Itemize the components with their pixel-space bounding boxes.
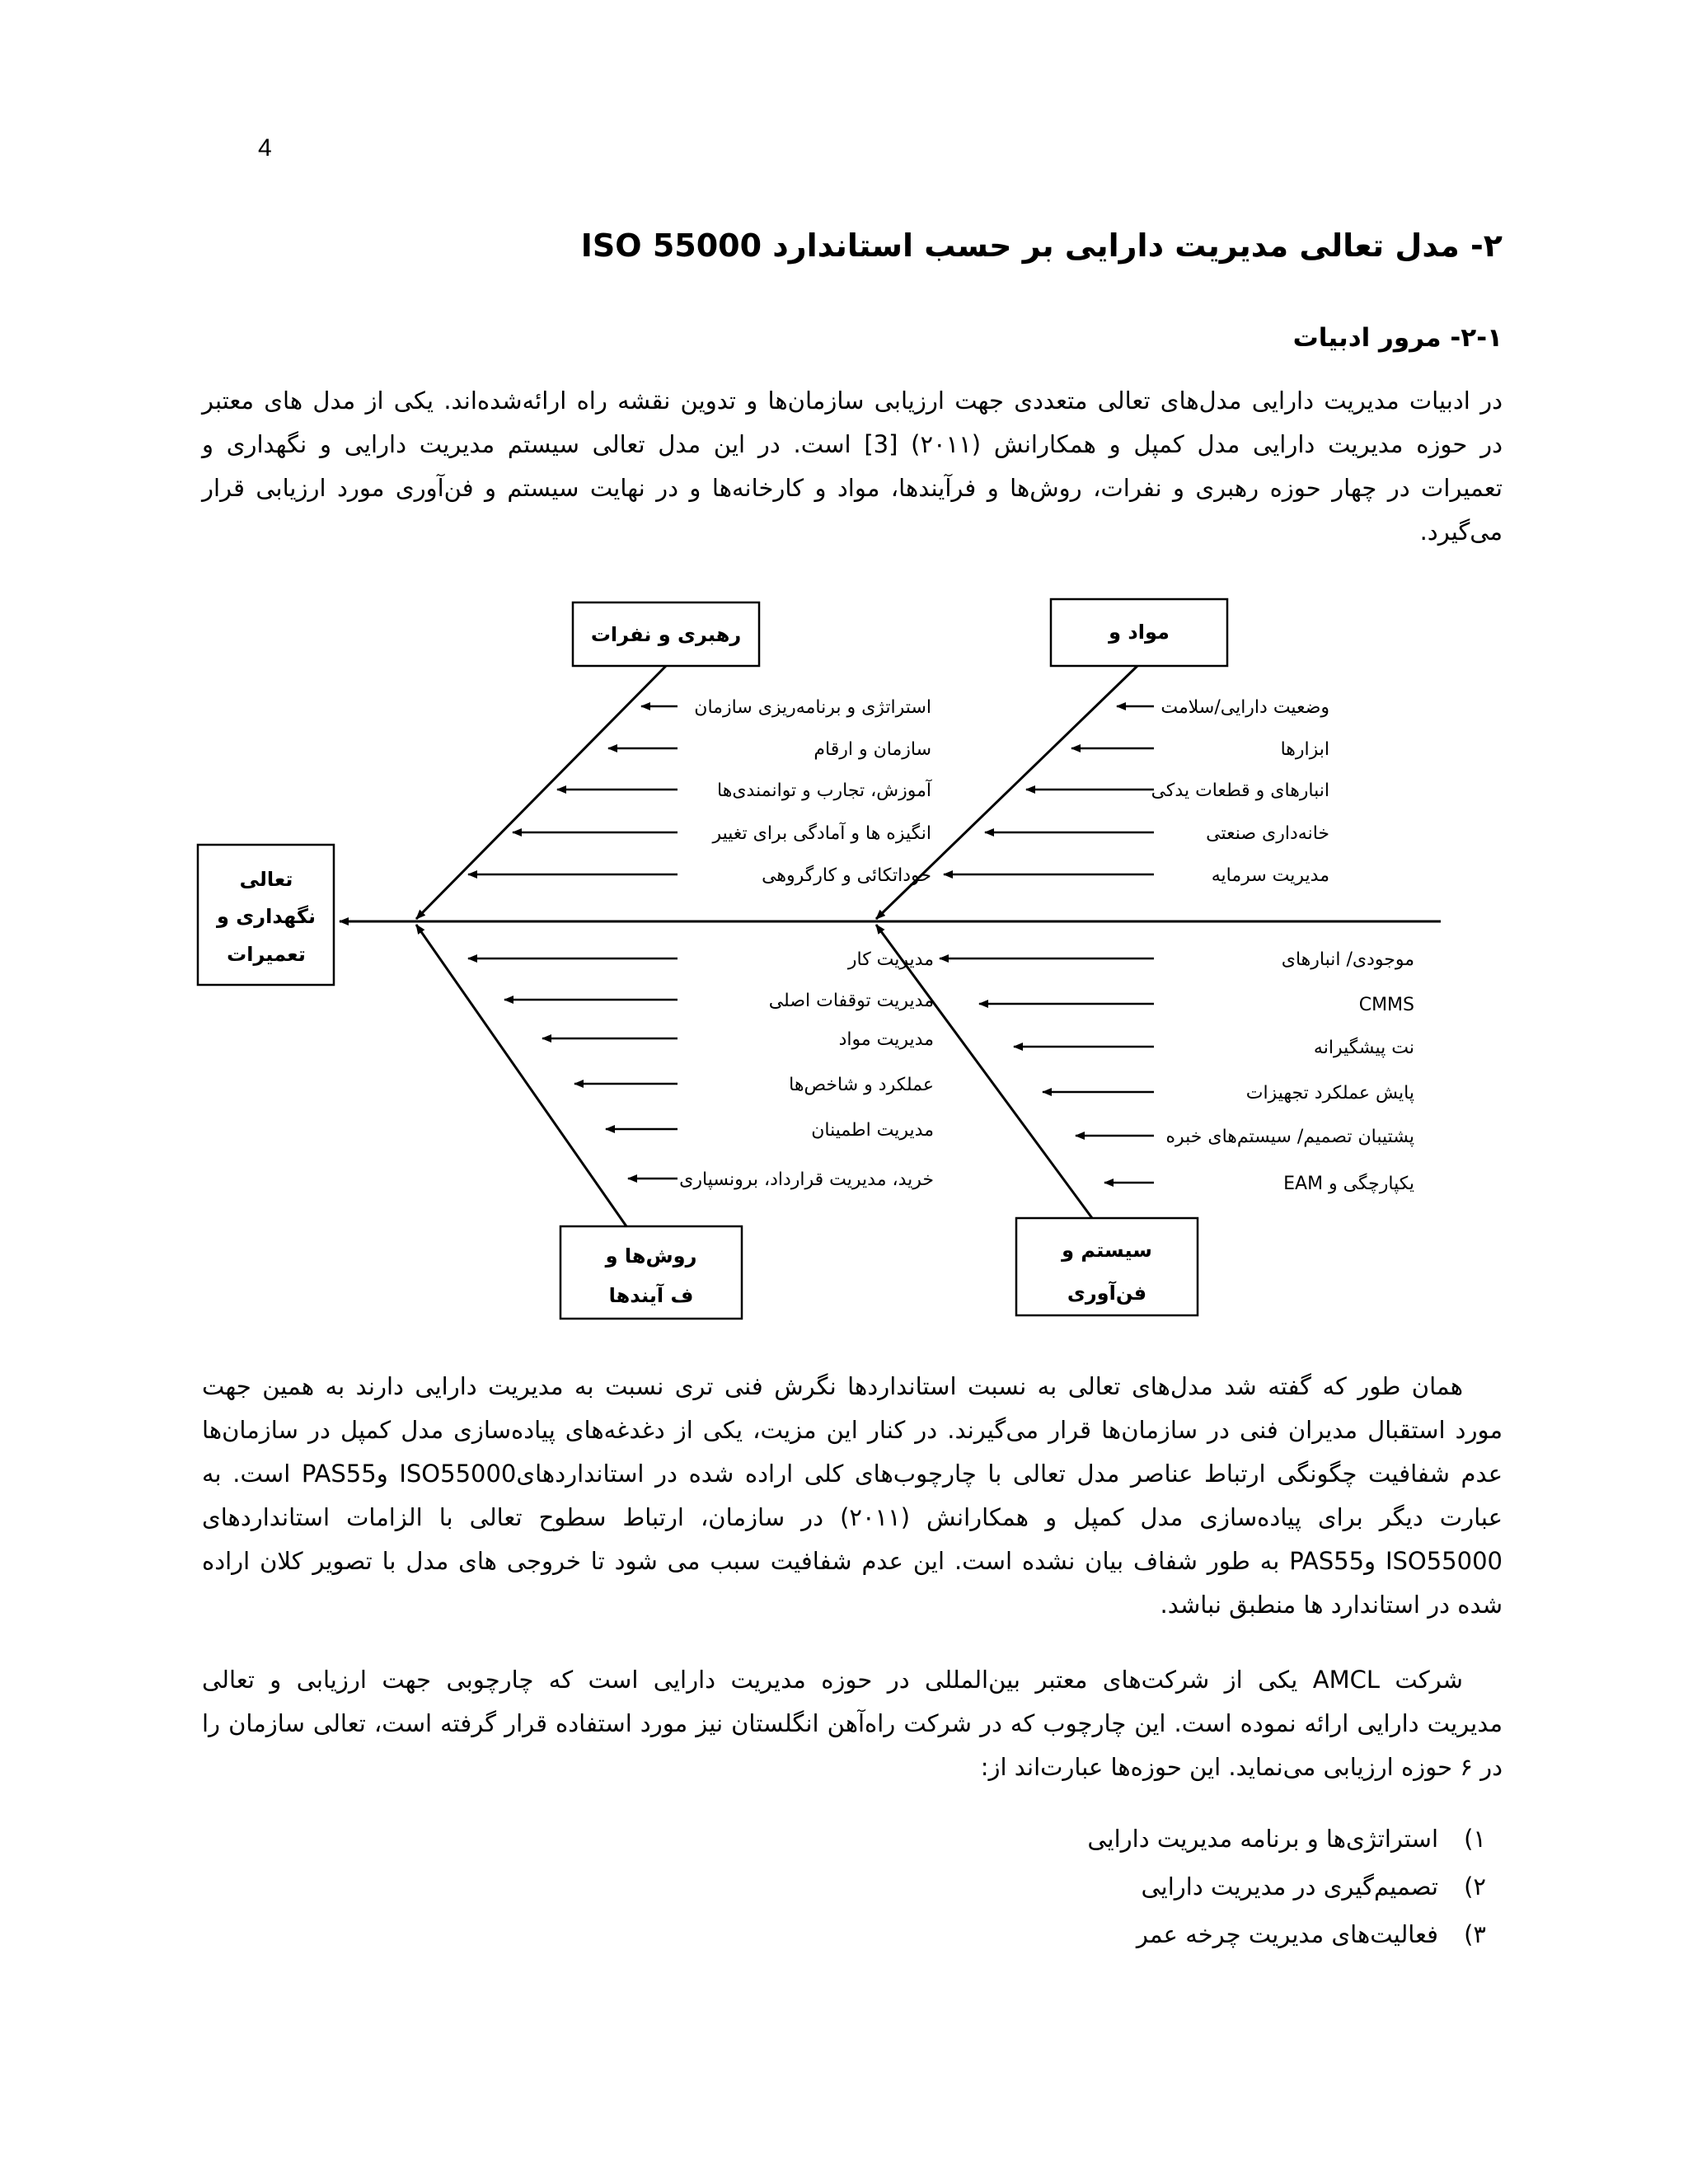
box-leadership-label: رهبری و نفرات: [590, 623, 742, 646]
rib-label: ابزارها: [1280, 739, 1329, 760]
box-methods-label-2: ف آیندها: [608, 1284, 694, 1307]
paragraph-standards: [202, 1365, 1503, 1627]
list-item: [1087, 1815, 1486, 1863]
paragraph-line: تعمیرات در چهار حوزه رهبری و نفرات، روش‌ها و فرآیندها، مواد و کارخانه‌ها و در نهایت سیستم و فن‌آوری مورد ارزیابی قرار: [202, 474, 1503, 502]
rib-label: عملکرد و شاخص‌ها: [789, 1075, 934, 1095]
rib-label: وضعیت دارایی/سلامت: [1160, 697, 1329, 718]
rib-label: خرید، مدیریت قرارداد، برونسپاری: [679, 1169, 934, 1190]
head-label-3: تعمیرات: [227, 943, 306, 966]
paragraph-amcl: [202, 1658, 1503, 1789]
paragraph-line: می‌گیرد.: [1419, 518, 1503, 546]
rib-label: موجودی/ انبارهای: [1281, 949, 1414, 970]
rib-label: استراتژی و برنامه‌ریزی سازمان: [694, 697, 931, 718]
paragraph-line: شرکت AMCL یکی از شرکت‌های معتبر بین‌المللی در حوزه مدیریت دارایی است که چارچوبی جهت ارزیابی و تعالی: [202, 1666, 1463, 1694]
list-item: [1087, 1863, 1486, 1910]
rib-label: نت پیشگیرانه: [1313, 1038, 1414, 1058]
rib-label: سازمان و ارقام: [814, 739, 931, 760]
rib-label: خانه‌داری صنعتی: [1206, 823, 1329, 844]
list-number: ۱): [1464, 1825, 1486, 1853]
rib-label: آموزش، تجارب و توانمندی‌ها: [717, 780, 931, 801]
head-label-1: تعالی: [239, 868, 293, 891]
fishbone-ribs: [468, 697, 1414, 1194]
rib-label: مدیریت توقفات اصلی: [768, 991, 934, 1011]
rib-label: مدیریت کار: [847, 949, 934, 970]
paragraph-line: همان طور که گفته شد مدل‌های تعالی به نسبت استانداردها نگرش فنی تری نسبت به مدیریت دارایی دارند به همین جهت: [202, 1372, 1463, 1400]
subsection-heading: ۲-۱- مرور ادبیات: [1292, 323, 1503, 353]
bone-methods: [416, 925, 626, 1226]
rib-label: CMMS: [1358, 995, 1414, 1015]
rib-label: خوداتکائی و کارگروهی: [762, 865, 931, 886]
list-number: ۲): [1464, 1872, 1486, 1900]
list-text: تصمیم‌گیری در مدیریت دارایی: [1141, 1872, 1438, 1900]
rib-label: مدیریت مواد: [838, 1029, 934, 1050]
box-materials-label: مواد و: [1109, 621, 1170, 644]
paragraph-line: شده در استاندارد ها منطبق نباشد.: [1160, 1591, 1503, 1619]
paragraph-line: ISO55000 وPAS55 به طور شفاف بیان نشده است. این عدم شفافیت سبب می شود تا خروجی های مدل با تصویر کلان اراده: [202, 1547, 1503, 1575]
list-text: فعالیت‌های مدیریت چرخه عمر: [1136, 1920, 1438, 1948]
paragraph-line: مدیریت دارایی ارائه نموده است. این چارچوب که در شرکت راه‌آهن انگلستان نیز مورد استفاده قرار گرفته است، تعالی سازمان را: [202, 1709, 1503, 1737]
amcl-domains-list: [1087, 1815, 1486, 1958]
head-label-2: نگهداری و: [217, 905, 316, 928]
list-number: ۳): [1464, 1920, 1486, 1948]
list-text: استراتژی‌ها و برنامه مدیریت دارایی: [1087, 1825, 1438, 1853]
paragraph-line: در ادبیات مدیریت دارایی مدل‌های تعالی متعددی جهت ارزیابی سازمان‌ها و تدوین نقشه راه ارائه‌شده‌اند. یکی از مدل های معتبر: [202, 387, 1503, 415]
paragraph-line: مورد استقبال مدیران فنی در سازمان‌ها قرار می‌گیرند. در کنار این مزیت، یکی از دغدغه‌های پیاده‌سازی مدل کمپل در سازمان‌ها: [202, 1416, 1503, 1444]
rib-label: مدیریت اطمینان: [811, 1120, 934, 1141]
rib-label: انگیزه ها و آمادگی برای تغییر: [712, 823, 931, 844]
paragraph-line: در حوزه مدیریت دارایی مدل کمپل و همکارانش (۲۰۱۱) [3] است. در این مدل تعالی سیستم مدیریت دارایی و نگهداری و: [202, 430, 1503, 458]
box-systems-label-1: سیستم و: [1062, 1239, 1152, 1262]
list-item: [1087, 1910, 1486, 1958]
rib-label: انبارهای و قطعات یدکی: [1151, 780, 1329, 801]
box-systems-label-2: فن‌آوری: [1067, 1282, 1147, 1305]
box-methods-label-1: روش‌ها و: [605, 1244, 697, 1268]
section-heading: ۲- مدل تعالی مدیریت دارایی بر حسب استاندارد ISO 55000: [580, 227, 1503, 264]
paragraph-line: عدم شفافیت چگونگی ارتباط عناصر مدل تعالی با چارچوب‌های کلی اراده شده در استانداردهایISO55000 وPAS55 است. به: [202, 1460, 1503, 1488]
rib-label: پشتیبان تصمیم/ سیستم‌های خبره: [1165, 1127, 1414, 1147]
rib-label: یکپارچگی و EAM: [1283, 1174, 1414, 1194]
rib-label: مدیریت سرمایه: [1211, 865, 1329, 886]
bone-leadership: [416, 666, 666, 919]
page-number: 4: [258, 134, 272, 162]
rib-label: پایش عملکرد تجهیزات: [1245, 1083, 1414, 1104]
paragraph-line: در ۶ حوزه ارزیابی می‌نماید. این حوزه‌ها عبارت‌اند از:: [980, 1753, 1503, 1781]
paragraph-line: عبارت دیگر برای پیاده‌سازی مدل کمپل و همکارانش (۲۰۱۱) در سازمان، ارتباط سطوح تعالی با الزامات استانداردهای: [202, 1503, 1503, 1531]
